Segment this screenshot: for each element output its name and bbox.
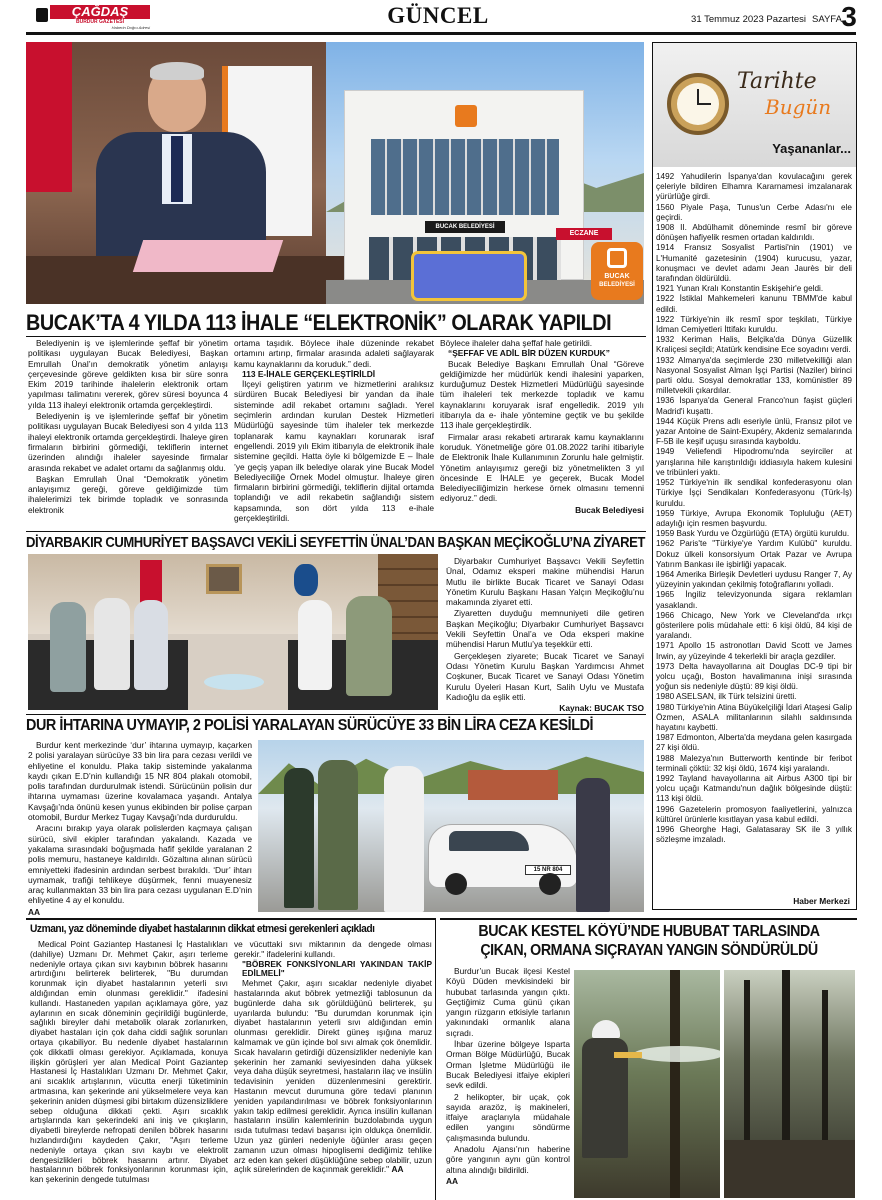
article2-headline: DİYARBAKIR CUMHURİYET BAŞSAVCI VEKİLİ SEYFETTİN ÜNAL’DAN BAŞKAN MEÇİKOĞLU’NA ZİYARET — [26, 535, 645, 551]
article3-p1: Burdur kent merkezinde ‘dur’ ihtarına uymayıp, kaçarken 2 polisi yaralayan sürücüye 33 bin lira para cezası verildi ve ehliyetine el konuldu. Plaka takip sisteminde yakalanma kaydı çıkan E.D’nin kullandığı 15 NR 804 plakalı otomobil, polis tarafından durdurulmak istendi. Sürücünün polisin dur ihtarına uymaması üzerine kovalamaca yaşandı. Antalya Kavşağı’nda önünü kesen yunus ekibinden bir polise çarpan otomobil, Burdur Merkez Tugay Kavşağı’nda durduruldu. — [28, 740, 252, 823]
coffee-table — [204, 674, 264, 690]
history-item: 1971 Apollo 15 astronotları David Scott ve James Irwin, ay yüzeyinde 4 tekerlekli bir araçla gezdiler. — [656, 641, 852, 661]
article5-p2: İhbar üzerine bölgeye Isparta Orman Bölge Müdürlüğü, Bucak Orman İşletme Müdürlüğü ile Bucak Belediyesi itfaiye ekipleri sevk edildi. — [446, 1039, 570, 1091]
history-item: 1992 Tayland havayollarına ait Airbus A300 tipi bir yolcu uçağı Katmandu'nun dağlık bölgesinde düştü: 113 kişi öldü. — [656, 773, 852, 804]
person — [50, 602, 86, 692]
history-item: 1959 Türkiye, Avrupa Ekonomik Topluluğu (AET) adaylığı için resmen başvurdu. — [656, 508, 852, 528]
article2-body — [446, 556, 644, 714]
history-item: 1952 Türkiye'nin ilk sendikal konfederasyonu olan Türkiye İşçi Sendikaları Konfederasyonu (Türk-İş) kuruldu. — [656, 478, 852, 508]
firefighter-photo — [574, 970, 720, 1198]
newspaper-logo — [36, 6, 150, 28]
document-folder — [133, 240, 283, 272]
article1-col2-subhead: 113 E-İHALE GERÇEKLEŞTİRİLDİ — [242, 368, 376, 379]
tree-trunk — [670, 970, 680, 1198]
article5-signature: AA — [446, 1175, 459, 1186]
history-item: 1959 Bask Yurdu ve Özgürlüğü (ETA) örgütü kuruldu. — [656, 529, 850, 539]
clock-icon — [667, 73, 729, 135]
history-item: 1944 Küçük Prens adlı eseriyle ünlü, Fransız pilot ve yazar Antoine de Saint-Exupéry, Akdeniz semalarında F-5B ile keşif uçuşu sırasında kayboldu. — [656, 416, 852, 447]
history-item: 1964 Amerika Birleşik Devletleri uydusu Ranger 7, Ay yüzeyinin yakından çekilmiş fotoğraflarını yolladı. — [656, 569, 852, 590]
history-item: 1922 İstiklal Mahkemeleri kanunu TBMM'de kabul edildi. — [656, 294, 852, 314]
article4-col2-intro: ve vücuttaki sıvı miktarının da dengede olması gerekir." ifadelerini kullandı. — [234, 939, 432, 959]
article4-col1 — [30, 940, 228, 1198]
building-windows — [371, 139, 559, 215]
car-wheel — [539, 873, 561, 895]
logo-main: ÇAĞDAŞ — [50, 5, 150, 19]
article1-col2-body: İlçeyi geliştiren yatırım ve hizmetlerini aralıksız sürdüren Bucak Belediyesi bir yandan da ihale sisteminde adil rekabet ortamını sağladı. Yerel seçimlerin ardından kurulan Destek Hizmetleri Müdürlüğü sayesinde tüm ihaleler tek merkezde toplanarak kamu kaynakları korunarak israf engellendi. 2019 yılı Ekim itibarıyla de elektronik ihale sistemine geçildi. Hatta öyle ki bölgemizde E – İhale ’ye geçiş yapan ilk belediye olarak yine Bucak Model Belediyeciliğe Örnek Model olmuştur. İhaleye giren firmaların birbirini görmediği, tekliflerin dijital ortamda toplandığı ve adil rekabetin sağlandığı sistem kapsamında, son dört yılda 113 e-ihale gerçekleştirildi. — [234, 379, 434, 524]
person — [318, 760, 358, 910]
article1-col3-body1: Bucak Belediye Başkanı Emrullah Ünal “Göreve geldiğimizde her müdürlük kendi ihalesini yaparken, kurduğumuz Destek Hizmetleri Müdürlüğü sayesinde tüm ihaleleri tek merkezde topladık ve kamu kaynaklarını koruyarak israf engelledik. 2019 yılı itibarıyla da e- ihale yöntemine geçtik ve bu şekilde 113 ihale gerçekleştirdik. — [440, 358, 644, 431]
article2-p1: Diyarbakır Cumhuriyet Başsavcı Vekili Seyfettin Ünal, Odamız eksperi makine mühendisi Harun Mutlu ile birlikte Bucak Ticaret ve Sanayi Odası Yönetim Kurulu Başkanı Hasan Yalçın Meçikoğlu’nu makamında ziyaret etti. — [446, 556, 644, 608]
article1-col2-intro: ortama taşıdık. Böylece ihale düzeninde rekabet ortamını artırıp, firmalar arasında adaleti sağlayarak kamu kaynaklarını da koruduk.” dedi. — [234, 338, 434, 369]
history-item: 1492 Yahudilerin İspanya'dan kovulacağını gerek çeleriyle bildiren Elhamra Kararnamesi imzalanarak yürürlüğe girdi. — [656, 172, 852, 202]
article1-p1: Belediyenin iş ve işlemlerinde şeffaf bir yönetim politikası uygulayan Bucak Belediyesi, Başkan Emrullah Ünal’ın demokratik yönetim anlayışı çerçevesinde göreve geldikten kısa bir süre sonra Ekim 2019 tarihinde ihalelerin elektronik ortam yapılması talimatını vererek, görev süresi boyunca 4 yılda 113 ihaleyi elektronik ortamda gerçekleştirdi. — [28, 338, 228, 410]
person — [134, 600, 168, 690]
article5-headline: BUCAK KESTEL KÖYÜ’NDE HUBUBAT TARLASINDA ÇIKAN, ORMANA SIÇRAYAN YANGIN SÖNDÜRÜLDÜ — [478, 923, 820, 959]
laptop-graphic — [414, 254, 524, 298]
article4-signature: AA — [391, 1164, 404, 1175]
issue-date: 31 Temmuz 2023 Pazartesi — [691, 14, 806, 25]
badge-logo-icon — [607, 248, 627, 268]
history-title-1: Tarihte — [737, 69, 817, 94]
history-item: 1962 Paris'te "Türkiye'ye Yardım Kulübü" kuruldu. Dokuz ülkeli konsorsiyum Ortak Pazar ve Avrupa Yatırım Bankası ile işbirliği yapacak. — [656, 539, 852, 569]
article3-top-rule — [26, 714, 646, 715]
history-item: 1996 Gheorghe Hagi, Galatasaray SK ile 3 yıllık sözleşme imzaladı. — [656, 825, 852, 845]
article2-top-rule — [26, 531, 646, 532]
article1-p2: Belediyenin iş ve işlemlerinde şeffaf bir yönetim politikası uygulayan Bucak Belediyesi son 4 yılda 113 ihaleyi elektronik ortamda gerçekleştirdi. İhaleye giren firmaların birbirini görmediği, tekliflerin internet üzerinden alındığı ihaleler sayesinde firmalar arasında rekabet ve adalet ortamı da sağlanmış oldu. — [28, 411, 228, 473]
article1-col3-intro: Böylece ihaleler daha şeffaf hale getirildi. — [440, 338, 593, 348]
history-title-2: Bugün — [765, 95, 832, 119]
emblem — [294, 564, 318, 596]
article3-headline: DUR İHTARINA UYMAYIP, 2 POLİSİ YARALAYAN SÜRÜCÜYE 33 BİN LİRA CEZA KESİLDİ — [26, 717, 594, 734]
history-item: 1987 Edmonton, Alberta'da meydana gelen kasırgada 27 kişi öldü. — [656, 733, 852, 753]
house-roof — [468, 770, 558, 800]
burned-forest-photo — [724, 970, 855, 1198]
mayor-signing-photo — [26, 42, 644, 304]
logo-motto: Haberin Doğru Adresi — [111, 25, 150, 30]
history-item: 1996 Gazetelerin promosyon faaliyetlerini, yalnızca kültürel ürünlerle kısıtlayan yasa kabul edildi. — [656, 804, 852, 824]
logo-sub: BURDUR GAZETESİ — [75, 19, 125, 25]
person — [346, 596, 392, 696]
police-scene-photo — [258, 740, 644, 912]
article4-col2 — [234, 940, 432, 1198]
hose — [614, 1052, 642, 1058]
article1-signature: Bucak Belediyesi — [575, 504, 644, 515]
article4-col2-subhead: "BÖBREK FONKSİYONLARI YAKINDAN TAKİP EDİLMELİ" — [242, 958, 432, 979]
history-item: 1921 Yunan Kralı Konstantin Eskişehir'e geldi. — [656, 284, 824, 294]
logo-mark-icon — [36, 8, 48, 22]
history-item: 1560 Piyale Paşa, Tunus'un Cerbe Adası'nı ele geçirdi. — [656, 202, 852, 222]
history-item: 1949 Veliefendi Hipodromu'nda seyirciler at yarışlarına hile karıştırıldığı iddiasıyla hakem kulesini ve tribünleri yaktı. — [656, 447, 852, 477]
history-list — [656, 172, 852, 896]
article1-rule — [26, 336, 646, 337]
water-spray — [634, 1046, 720, 1062]
history-item: 1914 Fransız Sosyalist Partisi'nin (1901) ve L'Humanité gazetesinin (1904) kurucusu, yazar, konuşmacı ve devlet adamı Jean Jaurès bir deli tarafından öldürüldü. — [656, 243, 852, 284]
history-item: 1965 İngiliz televizyonunda sigara reklamları yasaklandı. — [656, 590, 852, 610]
history-item: 1988 Malezya'nın Butterworth kentinde bir feribot terminali çöktü: 32 kişi öldü, 1674 kişi yaralandı. — [656, 753, 852, 773]
white-car — [428, 824, 578, 888]
article5-p3: 2 helikopter, bir uçak, çok sayıda arazöz, iş makineleri, itfaiye araçlarıyla müdahale edilen yangını söndürme çalışmasında bulundu. — [446, 1091, 570, 1143]
person — [284, 768, 314, 908]
article3-p2: Aracını bırakıp yaya olarak polislerden kaçmaya çalışan sürücü, sivil ekipler tarafından yakalandı. Kazada ve yakalama sırasındaki boğuşmada hafif şekilde yaralanan 2 polis memuru, hastaneye kaldırıldı. Gözaltına alınan sürücü emniyetteki ifadesinin ardından serbest bırakıldı. ‘Dur’ ihtarı uymamak, trafiği tehlikeye düşürmek, fenni muayenesiz araç kullanmaktan 33 bin lira para cezası uygulanan E.D’nin ehliyetine 4 ay el konuldu. — [28, 823, 252, 906]
history-item: 1922 Türkiye'nin ilk resmî spor teşkilatı, Türkiye İdman Cemiyetleri İttifakı kuruldu. — [656, 314, 852, 335]
article4-col2-body-text: Mehmet Çakır, aşırı sıcaklar nedeniyle diyabet hastalarında akut böbrek yetmezliği tablosunun da bugünlerde daha sık görüldüğünü belirterek, şu uyarılarda bulundu: "Bu durumdan korunmak için diyabet hastalarının yeterli sıvı aldığından emin olunması gereklidir. Direkt güneş ışığına maruz kalmamak ve gün içinde bol sıvı almak çok önemlidir. Sıcak havaların getirdiği düzensizlikler nedeniyle kan şekerinin her zamanki seviyesinden daha yüksek veya daha düşük seyretmesi, hastaların ilaç ve insülin tedavisinin yeniden düzenlenmesini gerektirir. Hastanın mevcut durumuna göre tedavi planının yeniden yapılandırılması ve böbrek fonksiyonlarının yakın takip edilmesi gereklidir. Ayrıca insülin kullanan hastaların insülin kalemlerinin buzdolabında uygun ısıda tutulması tedavi başarısı için oldukça önemlidir. Uzun yaz günleri nedeniyle öğünler arası geçen zamanın uzun olması hipoglisemi dediğimiz tehlike arz eden kan şekeri düşüklüğüne sebep olabilir, uzun açlık sürelerinden de kaçınmak gereklidir." — [234, 978, 432, 1175]
firefighter-helmet — [592, 1020, 620, 1038]
history-signature: Haber Merkezi — [793, 896, 850, 906]
shop-sign: ECZANE — [556, 228, 612, 240]
article1-col2 — [234, 338, 434, 528]
article4-headline: Uzmanı, yaz döneminde diyabet hastalarının dikkat etmesi gerekenleri açıkladı — [30, 923, 375, 935]
page-number: 3 — [841, 1, 857, 32]
history-item: 1932 Almanya'da seçimlerde 230 milletvekilliği alan Nasyonal Sosyalist Alman İşçi Partisi (Naziler) birinci parti oldu. Sosyal demokratlar 133, komünistler 89 milletvekili çıkardılar. — [656, 355, 852, 396]
building-logo-icon — [455, 105, 477, 127]
history-item: 1936 İspanya'da General Franco'nun faşist güçleri Madrid'i kuşattı. — [656, 396, 852, 416]
person — [298, 600, 332, 690]
article1-headline: BUCAK’TA 4 YILDA 113 İHALE “ELEKTRONİK” OLARAK YAPILDI — [26, 310, 612, 335]
municipality-building — [344, 90, 584, 280]
masthead — [26, 1, 857, 32]
history-subtitle: Yaşananlar... — [772, 141, 851, 156]
article4-col1-text: Medical Point Gaziantep Hastanesi İç Hastalıkları (dahiliye) Uzmanı Dr. Mehmet Çakır, aşırı terleme nedeniyle ortaya çıkan sıvı kaybının böbrek hasarını artırdığını belirterek belirterek, "Bu durumdan korunmak için diyabet hastalarının yeterli sıvı aldığından emin olunması gereklidir." ifadesini kullandı. Hastaneden yapılan açıklamaya göre, yaz aylarının en sıcak döneminin geçirildiği bugünlerde, sağlıklı bireyler dahi metabolik olarak zorlanırken, diyabet hastaları için çok daha ciddi sağlık sorunları ortaya çıkabiliyor. Bu nedenle diyabet hastalarının çok dikkatli olması gerekiyor. Açıklamada, konuya ilişkin görüşleri yer alan Medical Point Gaziantep Hastanesi İç Hastalıkları Uzmanı Dr. Mehmet Çakır, ani sıcaklık artışlarının, vücutta enerji tüketiminin artmasına, kan şekerinde ani yükselmelere veya kan şekerinin aniden düşmesi gibi birtakım düzensizliklere sebep olduğuna dikkati çekti. Aşırı sıcaklık artışlarında kan şekerindeki ani iniş ve çıkışların, diyabetli bireylerde nefropati denilen böbrek hasarını hızlandırdığını kaydeden Çakır, "Aşırı terleme nedeniyle ortaya çıkan sıvı kaybı ve elektrolit dengesizlikleri böbrek hasarını artırır. Diyabet hastalarının böbrek fonksiyonlarının korunması için, kan şekerinin dengede tutulması — [30, 939, 228, 1185]
article2-signature: Kaynak: BUCAK TSO — [559, 703, 644, 714]
car-wheel — [445, 873, 467, 895]
article1-col3 — [440, 338, 644, 528]
history-item: 1973 Delta havayollarına ait Douglas DC-9 tipi bir yolcu uçağı, Boston havalimanına inişi sırasında yoğun sis nedeniyle düştü: 89 kişi öldü. — [656, 661, 852, 692]
article1-p3: Başkan Emrullah Ünal “Demokratik yönetim anlayışımız gereği, göreve geldiğimizde tüm ihalelerimizi tek birimde topladık ve sonrasında elektronik — [28, 473, 228, 515]
history-item: 1980 Türkiye'nin Atina Büyükelçiliği İdari Ataşesi Galip Özmen, ASALA militanlarının silahlı saldırısında hayatını kaybetti. — [656, 702, 852, 732]
history-item: 1908 II. Abdülhamit döneminde resmî bir göreve dönüşen hafiyelik resmen ortadan kaldırıldı. — [656, 223, 852, 243]
car-window — [449, 831, 529, 851]
clock-hand — [697, 103, 711, 105]
person — [576, 778, 610, 912]
article5-p4: Anadolu Ajansı’nın haberine göre yangının aynı gün kontrol altına alındığı bildirildi. — [446, 1144, 570, 1175]
page-label: SAYFA — [812, 14, 842, 25]
badge-line2: BELEDİYESİ — [599, 282, 635, 288]
article5-p1: Burdur’un Bucak ilçesi Kestel Köyü Düden mevkisindeki bir hububat tarlasında yangın çıktı. Geçtiğimiz Cuma günü çıkan yangın rüzgarın etkisiyle tarlanın yakınındaki ormanlık alana sıçradı. — [446, 966, 570, 1038]
history-header — [653, 43, 856, 167]
history-item: 1932 Keriman Halis, Belçika'da Dünya Güzellik Kraliçesi seçildi; Atatürk kendisine Ece soyadını verdi. — [656, 335, 852, 355]
article4-col2-body — [234, 979, 432, 1175]
article5-body — [446, 966, 570, 1196]
article2-p3: Gerçekleşen ziyarete; Bucak Ticaret ve Sanayi Odası Yönetim Kurulu Başkan Yardımcısı Ahmet Coşkuner, Bucak Ticaret ve Sanayi Odası Yönetim Kurulu Üyeleri Hasan Kurt, Salih Uylu ve Mustafa Kadıoğlu da eşlik etti. — [446, 650, 644, 702]
portrait — [206, 564, 242, 594]
article1-col3-subhead: “ŞEFFAF VE ADİL BİR DÜZEN KURDUK” — [448, 348, 610, 359]
ground-ash — [724, 1140, 855, 1198]
car-plate: 15 NR 804 — [525, 865, 571, 875]
section-title: GÜNCEL — [387, 3, 489, 28]
tie — [171, 136, 183, 202]
badge-line1: BUCAK — [604, 273, 630, 280]
article3-body — [28, 740, 252, 918]
article3-signature: AA — [28, 906, 41, 917]
person — [384, 766, 424, 912]
article1-col1 — [28, 338, 228, 528]
office-visit-photo — [28, 554, 438, 710]
mayor-hair — [150, 62, 204, 80]
article1-col3-body2: Firmalar arası rekabeti artırarak kamu kaynaklarını koruduk. Yönetmeliğe göre 01.08.2022 tarihi itibariyle de Elektronik İhale Kullanımının Zorunlu hale gelmiştir. Yönetim anlayışımız gereği biz yönetmelikten 3 yıl öncesinde E İHALE ye geçerek, Bucak Model Belediyeciliğimizin herkese örnek olmasını temenni ediyoruz.” dedi. — [440, 431, 644, 504]
bucak-badge-box — [591, 242, 643, 300]
header-rule — [26, 32, 856, 35]
article2-p2: Ziyaretten duyduğu memnuniyeti dile getiren Başkan Meçikoğlu; Diyarbakır Cumhuriyet Başsavcı Vekili Seyfettin Ünal’a ve Oda eksperi makine mühendisi Harun Mutlu’ya teşekkür etti. — [446, 608, 644, 650]
person — [94, 598, 130, 690]
history-item: 1980 ASELSAN, ilk Türk telsizini üretti. — [656, 692, 797, 702]
flag — [26, 42, 72, 192]
history-item: 1966 Chicago, New York ve Cleveland'da ırkçı gösterilere polis müdahale etti: 6 kişi öldü, 84 kişi de yaralandı. — [656, 610, 852, 641]
building-sign: BUCAK BELEDİYESİ — [425, 221, 505, 233]
